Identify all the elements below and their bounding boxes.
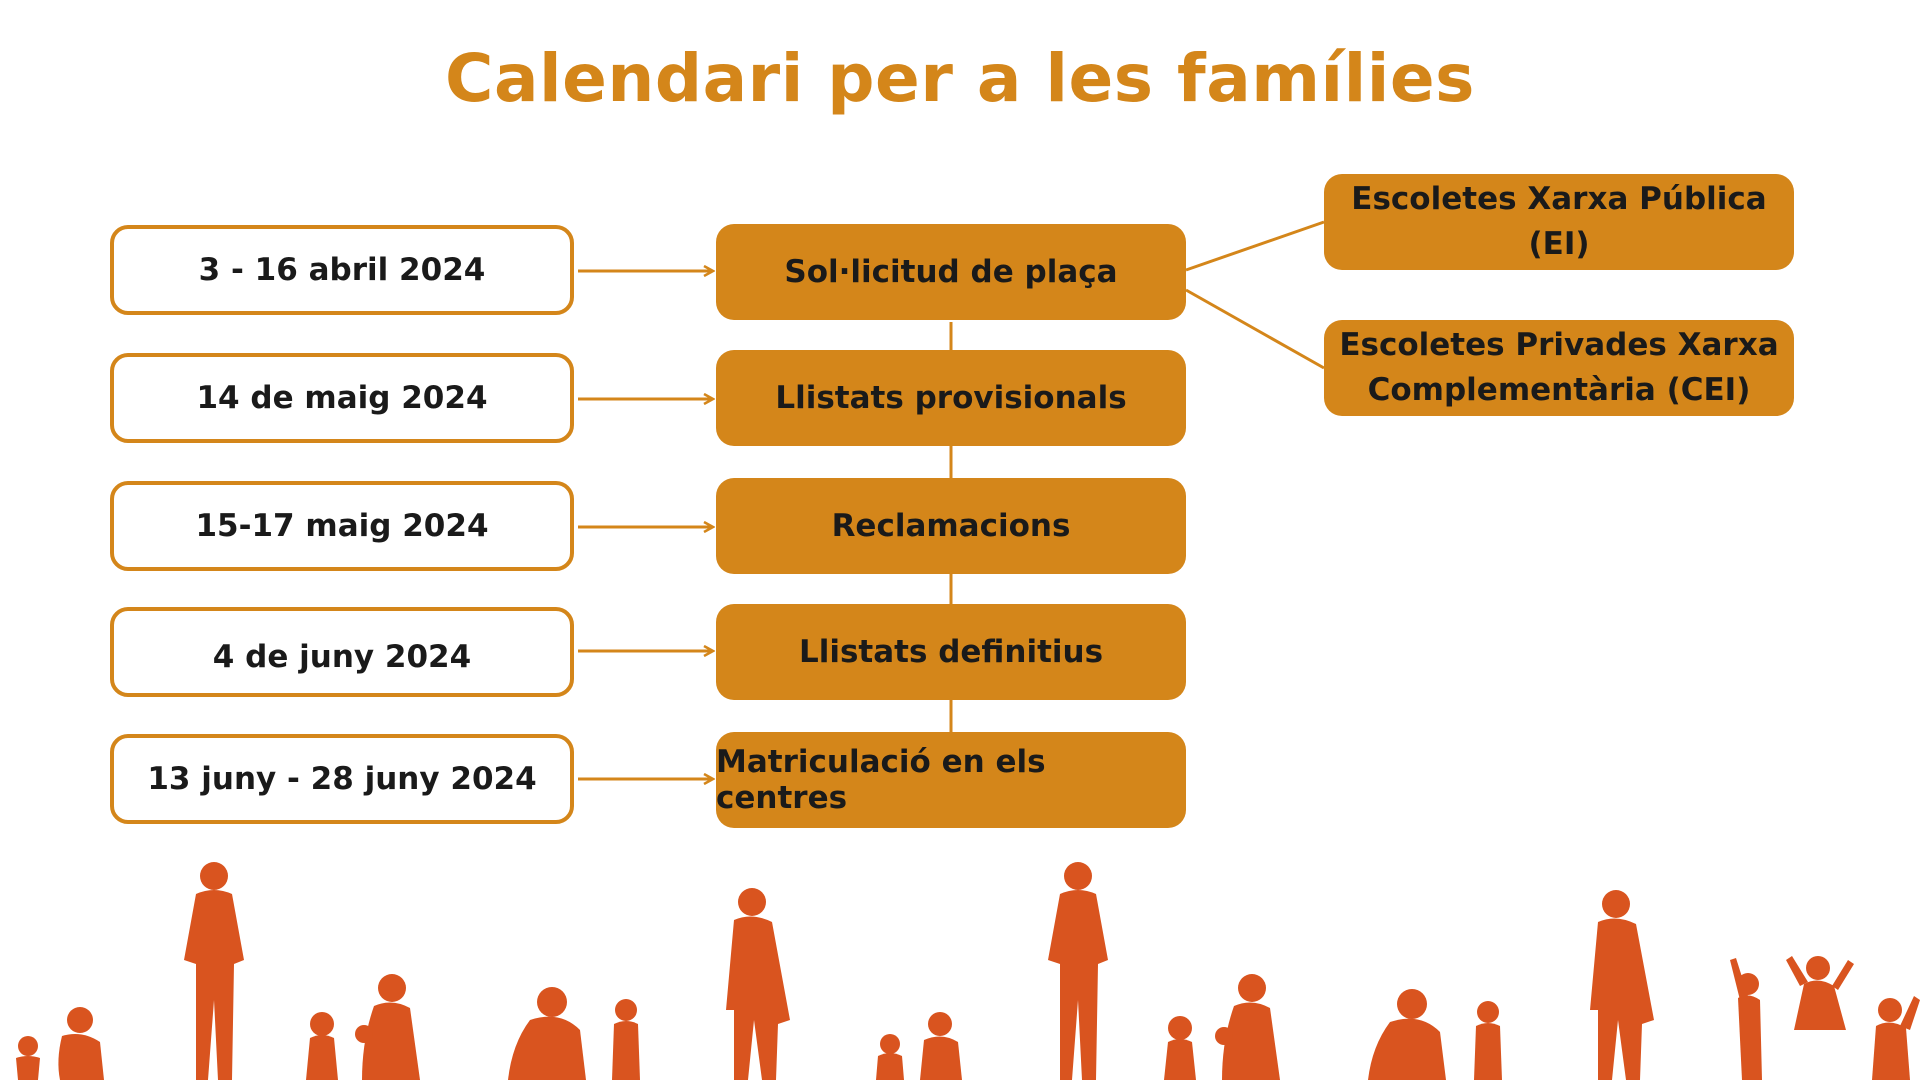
adult-silhouette bbox=[1215, 974, 1280, 1080]
step-label: Matriculació en els centres bbox=[716, 744, 1046, 816]
child-silhouette bbox=[612, 999, 640, 1080]
date-box-1 bbox=[110, 225, 574, 315]
adult-silhouette bbox=[184, 862, 244, 1080]
network-label-line-1: Escoletes Privades Xarxa bbox=[1339, 327, 1779, 364]
child-silhouette bbox=[1474, 1001, 1502, 1080]
network-label-line-2: Complementària (CEI) bbox=[1367, 372, 1751, 408]
step-label: Llistats provisionals bbox=[775, 380, 1127, 416]
step-box-5 bbox=[716, 732, 1186, 828]
adult-silhouette bbox=[508, 987, 586, 1080]
child-silhouette bbox=[1164, 1016, 1196, 1080]
date-box-3 bbox=[110, 481, 574, 571]
step-box-1 bbox=[716, 224, 1186, 320]
network-box-public bbox=[1324, 174, 1794, 270]
step-label: Llistats definitius bbox=[798, 634, 1104, 670]
date-box-4 bbox=[110, 607, 574, 697]
child-silhouette bbox=[920, 1012, 962, 1080]
network-label: Escoletes Xarxa Pública (EI) bbox=[1351, 181, 1767, 262]
child-silhouette bbox=[16, 1036, 40, 1080]
step-box-2 bbox=[716, 350, 1186, 446]
date-box-5 bbox=[110, 734, 574, 824]
people-silhouettes bbox=[0, 860, 1920, 1080]
step-label: Reclamacions bbox=[831, 508, 1071, 544]
step-box-3 bbox=[716, 478, 1186, 574]
adult-silhouette bbox=[726, 888, 790, 1080]
child-silhouette bbox=[1786, 956, 1854, 1030]
adult-silhouette bbox=[1048, 862, 1108, 1080]
adult-silhouette bbox=[355, 974, 420, 1080]
branch-to-public bbox=[1186, 222, 1324, 270]
child-silhouette bbox=[1730, 958, 1762, 1080]
date-label: 4 de juny 2024 bbox=[212, 639, 472, 675]
page-title: Calendari per a les famílies bbox=[445, 40, 1475, 117]
child-silhouette bbox=[876, 1034, 904, 1080]
date-label: 13 juny - 28 juny 2024 bbox=[147, 761, 537, 797]
step-label: Sol·licitud de plaça bbox=[784, 254, 1118, 290]
date-label: 15-17 maig 2024 bbox=[195, 508, 489, 544]
branch-to-private bbox=[1186, 290, 1324, 368]
child-silhouette bbox=[1872, 996, 1920, 1080]
adult-silhouette bbox=[1368, 989, 1446, 1080]
child-silhouette bbox=[58, 1007, 104, 1080]
network-box-private bbox=[1324, 320, 1794, 416]
child-silhouette bbox=[306, 1012, 338, 1080]
step-box-4 bbox=[716, 604, 1186, 700]
date-label: 3 - 16 abril 2024 bbox=[198, 252, 486, 288]
date-box-2 bbox=[110, 353, 574, 443]
date-label: 14 de maig 2024 bbox=[196, 380, 488, 416]
adult-silhouette bbox=[1590, 890, 1654, 1080]
